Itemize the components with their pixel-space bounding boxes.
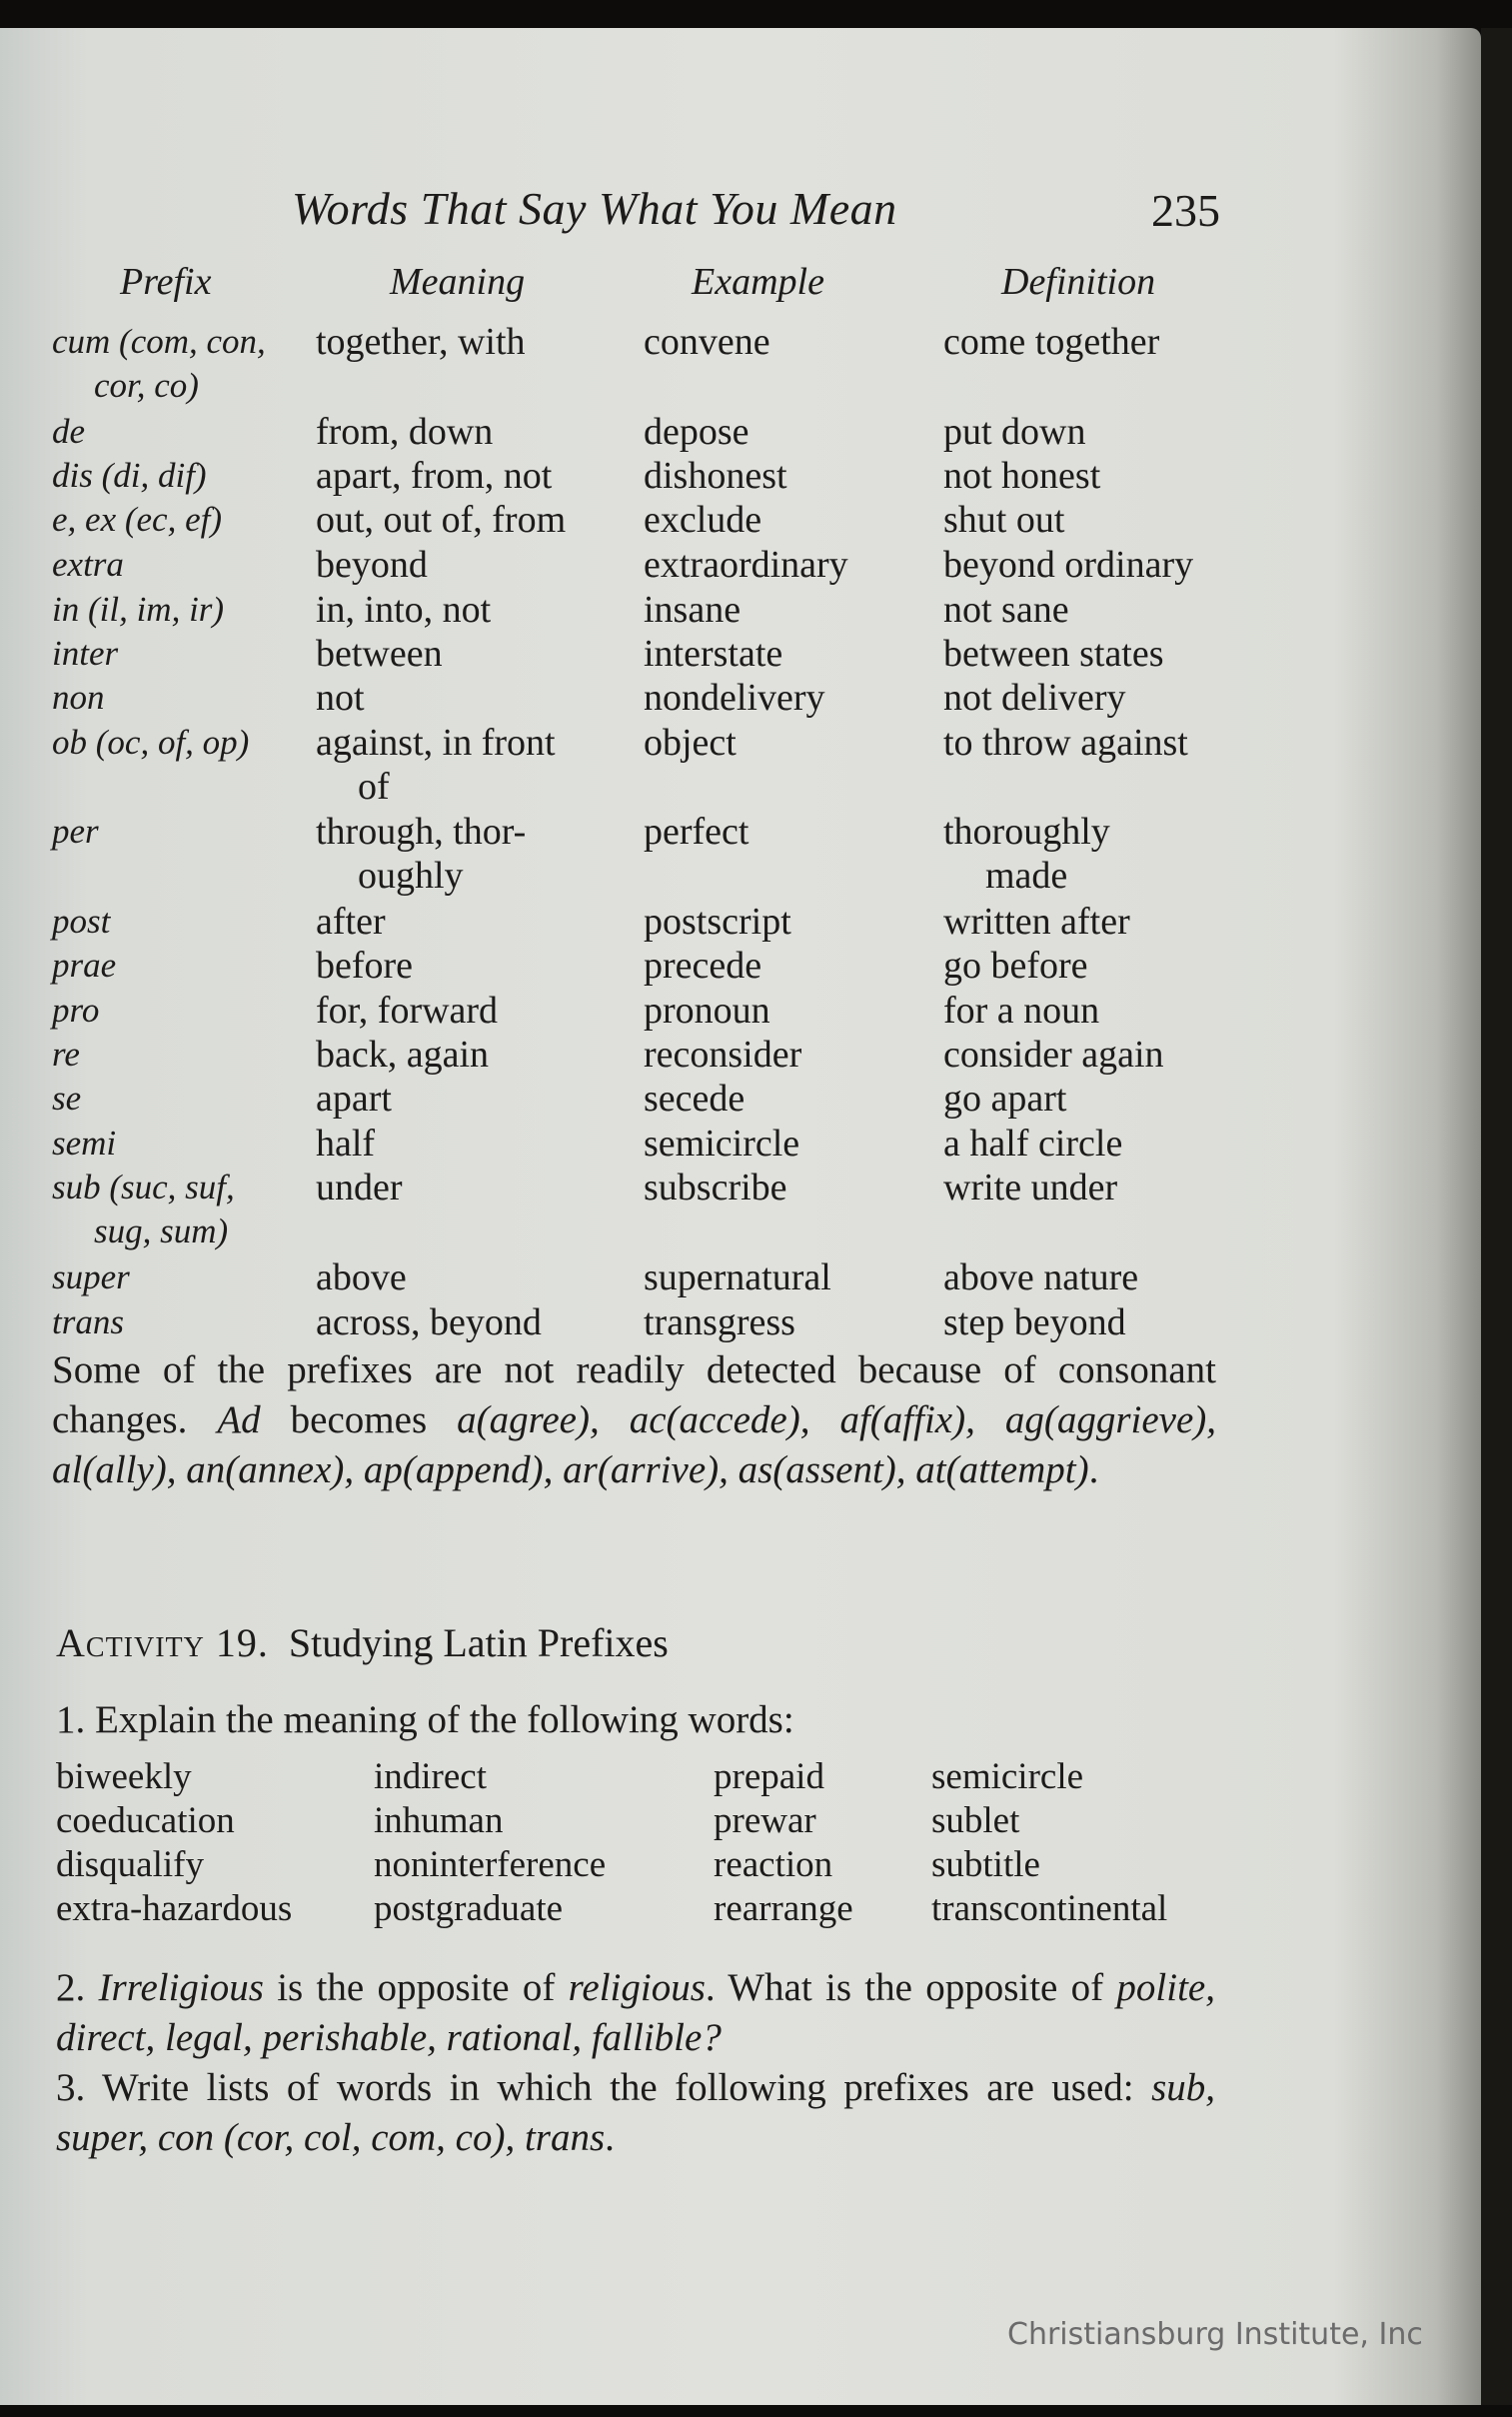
definition-cell: between states xyxy=(943,633,1164,675)
meaning-cell: across, beyond xyxy=(316,1301,542,1343)
meaning-cell-continued: oughly xyxy=(358,855,464,897)
meaning-cell: from, down xyxy=(316,411,494,453)
word-list-item: semicircle xyxy=(931,1756,1084,1797)
definition-cell: write under xyxy=(943,1167,1118,1208)
q2-italic: Irreligious xyxy=(98,1966,264,2009)
prefix-cell: trans xyxy=(52,1302,124,1341)
word-list-item: inhuman xyxy=(374,1800,504,1841)
q2-text: . What is the opposite of xyxy=(705,1966,1117,2009)
prefix-cell: in (il, im, ir) xyxy=(52,590,225,629)
prefix-cell-continued: cor, co) xyxy=(94,366,199,405)
example-cell: extraordinary xyxy=(644,544,848,586)
definition-cell: go before xyxy=(943,945,1088,987)
prefix-cell: prae xyxy=(52,946,117,985)
example-cell: supernatural xyxy=(644,1256,831,1298)
example-cell: nondelivery xyxy=(644,677,825,719)
example-cell: depose xyxy=(644,411,750,453)
example-cell: secede xyxy=(644,1078,746,1120)
prefix-cell: post xyxy=(52,902,111,941)
q2-italic-list: polite, direct, legal, perishable, rational, fallible? xyxy=(56,1966,1215,2059)
word-list-item: sublet xyxy=(931,1800,1020,1841)
example-cell: dishonest xyxy=(644,455,787,497)
q2-text: 2. xyxy=(56,1966,99,2009)
example-cell: convene xyxy=(644,321,770,363)
meaning-cell: not xyxy=(316,677,365,719)
meaning-cell: back, again xyxy=(316,1034,490,1076)
meaning-cell: through, thor- xyxy=(316,811,527,853)
prefix-cell: de xyxy=(52,412,86,451)
page-number: 235 xyxy=(1151,185,1220,236)
definition-cell: beyond ordinary xyxy=(943,544,1194,586)
page-header xyxy=(0,178,1481,248)
prefix-cell: pro xyxy=(52,991,100,1030)
activity-heading xyxy=(56,1619,669,1666)
prefix-cell: sub (suc, suf, xyxy=(52,1168,235,1207)
definition-cell-continued: made xyxy=(985,855,1068,897)
prefix-cell: extra xyxy=(52,545,124,584)
definition-cell: not sane xyxy=(943,589,1069,631)
prefix-cell-continued: sug, sum) xyxy=(94,1211,229,1250)
definition-cell: shut out xyxy=(943,499,1065,541)
prefix-cell: e, ex (ec, ef) xyxy=(52,500,222,539)
example-cell: reconsider xyxy=(644,1034,802,1076)
activity-title: Studying Latin Prefixes xyxy=(288,1620,669,1665)
example-cell: precede xyxy=(644,945,762,987)
meaning-cell: beyond xyxy=(316,544,428,586)
column-header-example: Example xyxy=(692,261,824,303)
meaning-cell: out, out of, from xyxy=(316,499,567,541)
running-title: Words That Say What You Mean xyxy=(292,183,897,234)
prefix-cell: non xyxy=(52,678,105,717)
meaning-cell: above xyxy=(316,1256,407,1298)
definition-cell: written after xyxy=(943,901,1130,943)
prefix-cell: per xyxy=(52,812,99,851)
meaning-cell: against, in front xyxy=(316,722,556,764)
word-list-item: postgraduate xyxy=(374,1888,564,1929)
book-page xyxy=(0,28,1481,2405)
definition-cell: put down xyxy=(943,411,1086,453)
paragraph-text: Some of the prefixes are not readily detected because of consonant changes. xyxy=(52,1348,1216,1441)
prefix-cell: semi xyxy=(52,1124,117,1163)
meaning-cell: apart, from, not xyxy=(316,455,553,497)
word-list-item: disqualify xyxy=(56,1844,204,1885)
meaning-cell: after xyxy=(316,901,386,943)
definition-cell: above nature xyxy=(943,1256,1139,1298)
prefix-cell: dis (di, dif) xyxy=(52,456,207,495)
q3-text: 3. Write lists of words in which the following prefixes are used: xyxy=(56,2066,1152,2109)
definition-cell: for a noun xyxy=(943,990,1100,1032)
word-list-item: rearrange xyxy=(714,1888,853,1929)
word-list-item: prepaid xyxy=(714,1756,824,1797)
word-list-item: coeducation xyxy=(56,1800,235,1841)
example-cell: postscript xyxy=(644,901,791,943)
word-list-item: indirect xyxy=(374,1756,488,1797)
consonant-change-paragraph xyxy=(52,1345,1216,1495)
example-cell: subscribe xyxy=(644,1167,787,1208)
definition-cell: to throw against xyxy=(943,722,1188,764)
column-header-prefix: Prefix xyxy=(120,261,212,303)
definition-cell: come together xyxy=(943,321,1160,363)
example-cell: object xyxy=(644,722,737,764)
prefix-cell: re xyxy=(52,1035,80,1074)
question-2 xyxy=(56,1963,1215,2063)
word-list-item: reaction xyxy=(714,1844,833,1885)
definition-cell: go apart xyxy=(943,1078,1067,1120)
column-header-meaning: Meaning xyxy=(390,261,526,303)
prefix-cell: se xyxy=(52,1079,82,1118)
prefix-cell: cum (com, con, xyxy=(52,322,266,361)
example-cell: semicircle xyxy=(644,1123,800,1165)
example-cell: pronoun xyxy=(644,990,770,1032)
prefix-cell: inter xyxy=(52,634,119,673)
question-1: 1. Explain the meaning of the following words: xyxy=(56,1698,794,1741)
example-cell: interstate xyxy=(644,633,783,675)
q2-italic: religious xyxy=(568,1966,706,2009)
q3-text: . xyxy=(605,2116,615,2159)
meaning-cell: in, into, not xyxy=(316,589,492,631)
meaning-cell: together, with xyxy=(316,321,526,363)
definition-cell: thoroughly xyxy=(943,811,1110,853)
word-list-item: prewar xyxy=(714,1800,816,1841)
paragraph-italic: Ad xyxy=(217,1398,261,1441)
paragraph-text: . xyxy=(1088,1448,1099,1491)
activity-label: Activity 19. xyxy=(56,1620,269,1665)
definition-cell: consider again xyxy=(943,1034,1164,1076)
meaning-cell-continued: of xyxy=(358,766,390,808)
watermark: Christiansburg Institute, Inc xyxy=(1007,2317,1423,2352)
meaning-cell: between xyxy=(316,633,443,675)
word-list-item: noninterference xyxy=(374,1844,607,1885)
word-list-item: subtitle xyxy=(931,1844,1040,1885)
meaning-cell: for, forward xyxy=(316,990,499,1032)
book-spine xyxy=(1481,28,1512,2405)
meaning-cell: before xyxy=(316,945,414,987)
question-3 xyxy=(56,2063,1215,2163)
word-list-item: biweekly xyxy=(56,1756,192,1797)
meaning-cell: under xyxy=(316,1167,403,1208)
example-cell: insane xyxy=(644,589,742,631)
meaning-cell: half xyxy=(316,1123,376,1165)
example-cell: transgress xyxy=(644,1301,795,1343)
definition-cell: not honest xyxy=(943,455,1101,497)
word-list-item: extra-hazardous xyxy=(56,1888,293,1929)
example-cell: exclude xyxy=(644,499,762,541)
prefix-cell: super xyxy=(52,1257,130,1296)
definition-cell: not delivery xyxy=(943,677,1126,719)
prefix-cell: ob (oc, of, op) xyxy=(52,723,250,762)
column-header-definition: Definition xyxy=(1001,261,1156,303)
paragraph-text: becomes xyxy=(260,1398,458,1441)
definition-cell: step beyond xyxy=(943,1301,1126,1343)
word-list-item: transcontinental xyxy=(931,1888,1168,1929)
paragraph-examples: a(agree), ac(accede), af(affix), ag(aggrieve), al(ally), an(annex), ap(append), ar(arrive), as(assent), at(attempt) xyxy=(52,1398,1216,1491)
example-cell: perfect xyxy=(644,811,750,853)
q3-italic-list: sub, super, con (cor, col, com, co), trans xyxy=(56,2066,1215,2159)
definition-cell: a half circle xyxy=(943,1123,1123,1165)
meaning-cell: apart xyxy=(316,1078,392,1120)
q2-text: is the opposite of xyxy=(263,1966,569,2009)
